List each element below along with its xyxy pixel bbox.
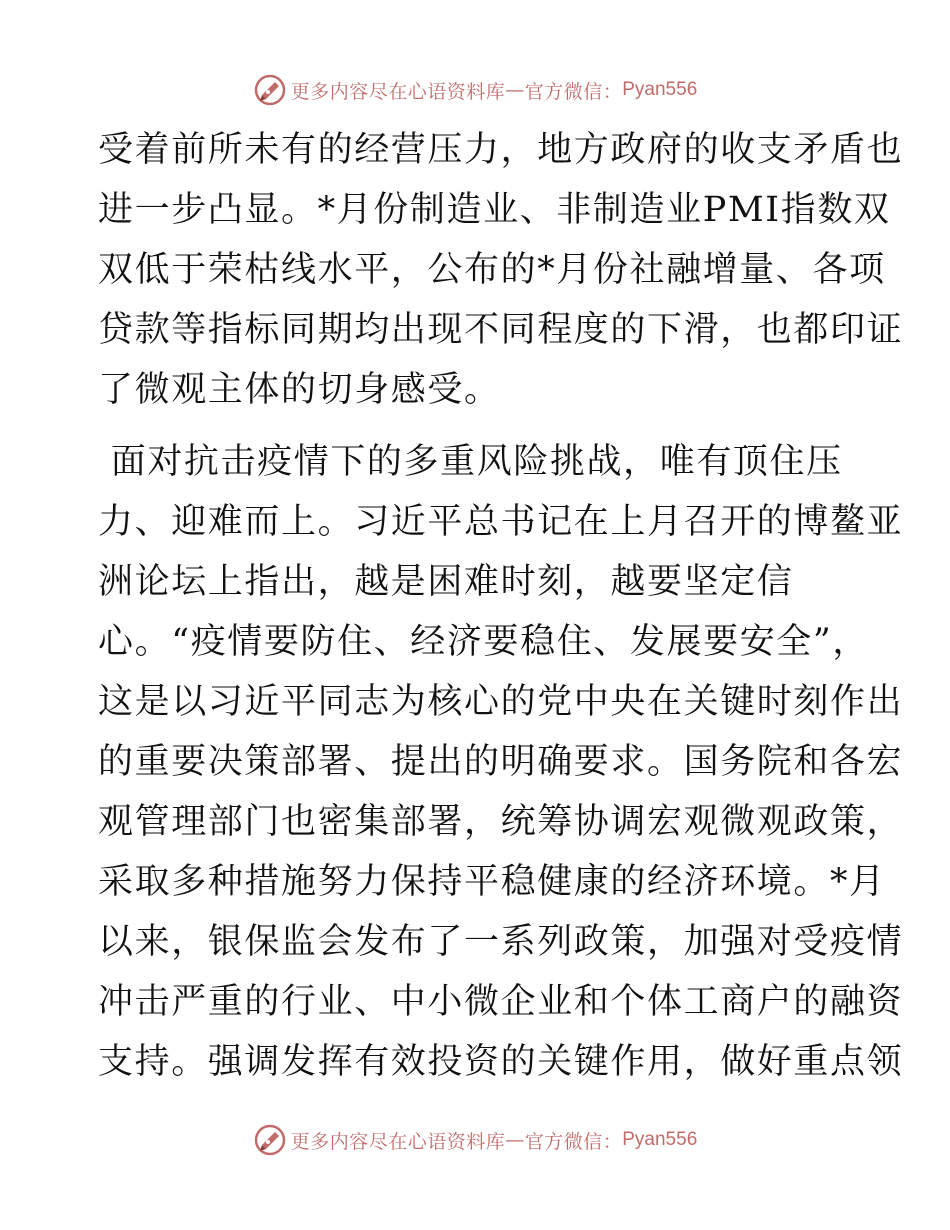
paragraph-line: 冲击严重的行业、中小微企业和个体工商户的融资 [98, 982, 904, 1022]
brand-logo-icon [253, 1123, 287, 1157]
paragraph-line: 这是以习近平同志为核心的党中央在关键时刻作出 [98, 682, 904, 722]
paragraph-line: 面对抗击疫情下的多重风险挑战，唯有顶住压 [98, 442, 843, 482]
footer-wechat-label: 官方微信： [524, 1130, 623, 1153]
paragraph-line: 双低于荣枯线水平，公布的*月份社融增量、各项 [98, 250, 886, 290]
header-separator: — [505, 79, 525, 101]
footer-separator: — [505, 1129, 525, 1151]
paragraph-1 [98, 120, 904, 420]
header-banner [0, 70, 950, 110]
paragraph-line: 力、迎难而上。习近平总书记在上月召开的博鳌亚 [98, 502, 904, 542]
header-wechat-label: 官方微信： [524, 80, 623, 103]
paragraph-line: 观管理部门也密集部署，统筹协调宏观微观政策， [98, 802, 904, 842]
paragraph-line: 贷款等指标同期均出现不同程度的下滑，也都印证 [98, 310, 904, 350]
paragraph-line: 心。“疫情要防住、经济要稳住、发展要安全”， [98, 622, 869, 662]
header-wechat-id: Pyan556 [622, 79, 698, 100]
header-brand-text: 更多内容尽在心语资料库 [290, 80, 506, 103]
paragraph-line: 进一步凸显。*月份制造业、非制造业PMI指数双 [98, 190, 891, 230]
paragraph-line: 受着前所未有的经营压力，地方政府的收支矛盾也 [98, 130, 904, 170]
paragraph-line: 的重要决策部署、提出的明确要求。国务院和各宏 [98, 742, 904, 782]
footer-wechat-id: Pyan556 [622, 1129, 698, 1150]
paragraph-line: 洲论坛上指出，越是困难时刻，越要坚定信 [98, 562, 794, 602]
paragraph-line: 支持。强调发挥有效投资的关键作用，做好重点领 [98, 1042, 904, 1082]
document-body [98, 120, 904, 1092]
paragraph-line: 以来，银保监会发布了一系列政策，加强对受疫情 [98, 922, 904, 962]
paragraph-2 [98, 432, 904, 1092]
footer-banner [0, 1120, 950, 1160]
paragraph-gap [98, 420, 858, 432]
paragraph-line: 采取多种措施努力保持平稳健康的经济环境。*月 [98, 862, 886, 902]
footer-brand-text: 更多内容尽在心语资料库 [290, 1130, 506, 1153]
brand-logo-icon [253, 73, 287, 107]
paragraph-line: 了微观主体的切身感受。 [98, 370, 501, 410]
